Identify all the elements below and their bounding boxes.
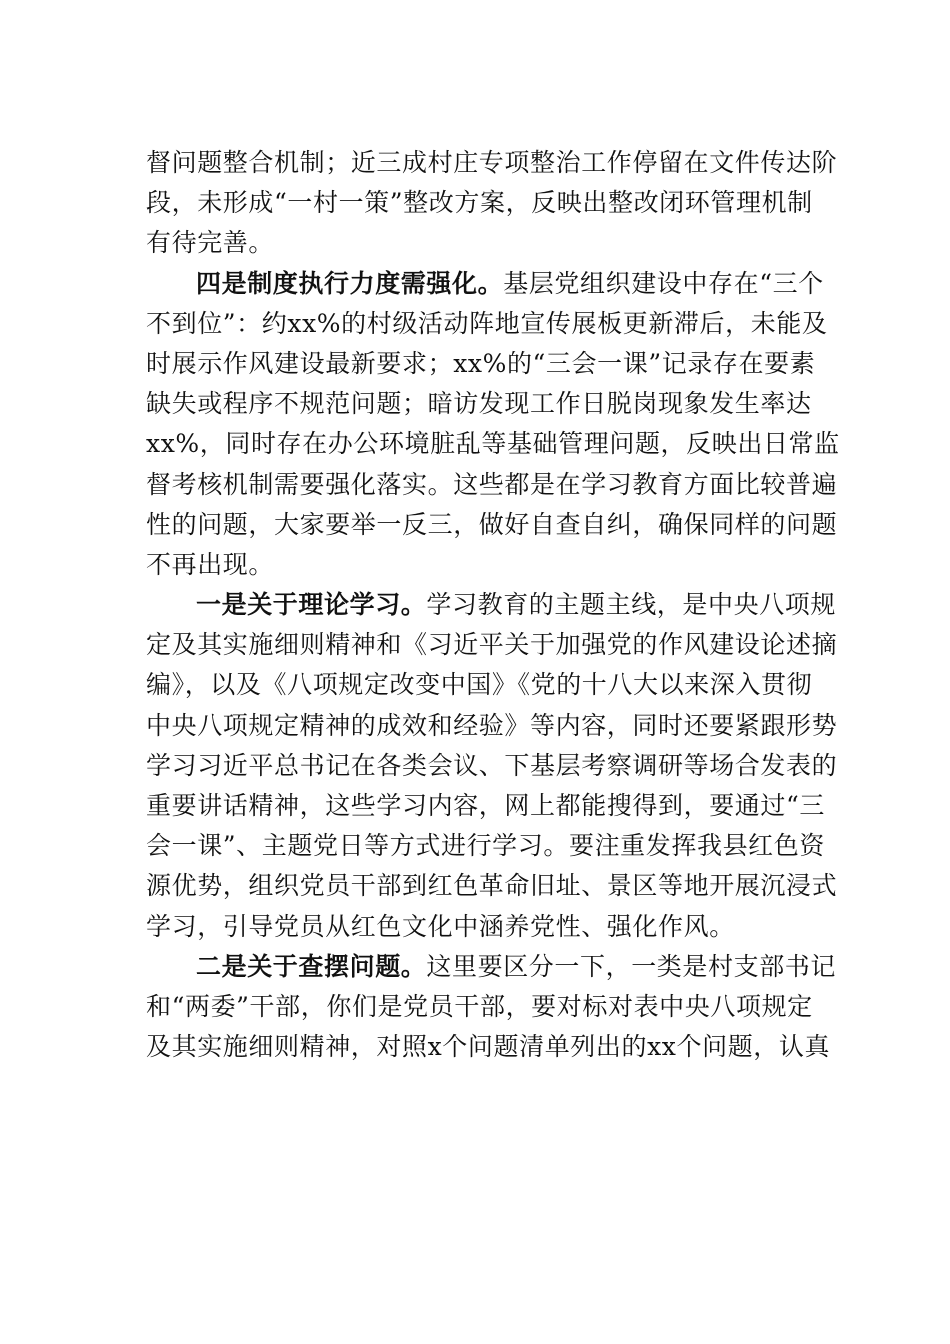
text-line: 和“两委”干部，你们是党员干部，要对标对表中央八项规定 [146,991,813,1021]
text-line: 不再出现。 [146,549,275,579]
text-line: 性的问题，大家要举一反三，做好自查自纠，确保同样的问题 [146,509,838,539]
text-line [146,947,837,987]
paragraph-system-enforcement [146,264,840,586]
text-line: 及其实施细则精神，对照x个问题清单列出的xx个问题，认真 [146,1032,831,1062]
text-line: 学习，引导党员从红色文化中涵养党性、强化作风。 [146,911,735,941]
text-segment: 基层党组织建设中存在“三个 [503,268,824,298]
text-line: 学习习近平总书记在各类会议、下基层考察调研等场合发表的 [146,750,838,780]
paragraph-continuation [146,143,838,264]
text-line: 会一课”、主题党日等方式进行学习。要注重发挥我县红色资 [146,831,825,861]
text-line: 督问题整合机制；近三成村庄专项整治工作停留在文件传达阶 [146,148,838,177]
text-segment: 学习教育的主题主线，是中央八项规 [426,590,837,620]
text-line: 不到位”：约xx%的村级活动阵地宣传展板更新滞后，未能及 [146,308,828,338]
text-line [146,264,826,304]
text-line: 督考核机制需要强化落实。这些都是在学习教育方面比较普遍 [146,469,838,499]
text-line: 有待完善。 [146,228,275,258]
text-line: 源优势，组织党员干部到红色革命旧址、景区等地开展沉浸式 [146,871,838,901]
paragraph-lead-heading: 二是关于查摆问题。 [196,951,427,981]
text-line: 编》，以及《八项规定改变中国》《党的十八大以来深入贯彻 [146,670,813,700]
document-body [146,143,840,1067]
text-line: xx%，同时存在办公环境脏乱等基础管理问题，反映出日常监 [146,429,840,459]
text-segment: 这里要区分一下，一类是村支部书记 [426,951,837,981]
text-line: 中央八项规定精神的成效和经验》等内容，同时还要紧跟形势 [146,710,838,740]
paragraph-lead-heading: 四是制度执行力度需强化。 [196,268,504,298]
paragraph-theory-study [146,585,838,947]
paragraph-problem-finding [146,947,837,1068]
text-line: 重要讲话精神，这些学习内容，网上都能搜得到，要通过“三 [146,791,825,820]
text-line: 时展示作风建设最新要求；xx%的“三会一课”记录存在要素 [146,348,816,378]
text-line: 缺失或程序不规范问题；暗访发现工作日脱岗现象发生率达 [146,389,812,419]
text-line: 段，未形成“一村一策”整改方案，反映出整改闭环管理机制 [146,188,813,218]
paragraph-lead-heading: 一是关于理论学习。 [196,590,427,620]
text-line: 定及其实施细则精神和《习近平关于加强党的作风建设论述摘 [146,630,838,660]
text-line [146,585,837,625]
